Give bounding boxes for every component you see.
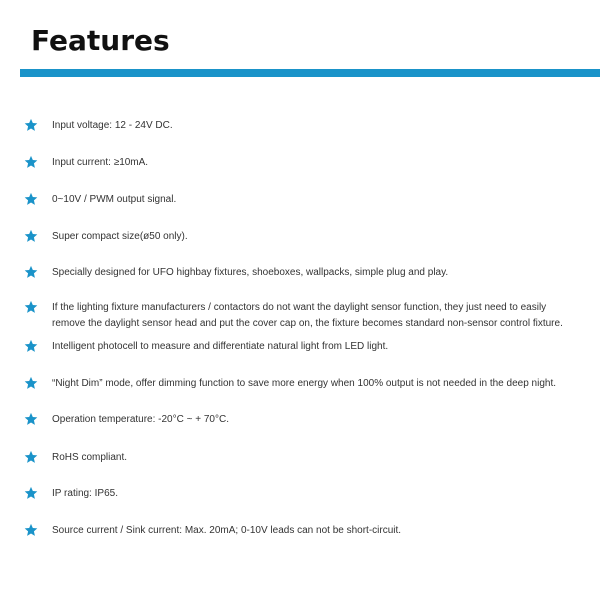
list-item: [24, 339, 594, 355]
star-icon: [24, 118, 38, 132]
star-icon: [24, 192, 38, 206]
list-item: [24, 450, 594, 466]
star-icon: [24, 450, 38, 464]
star-icon: [24, 412, 38, 426]
list-item: [24, 412, 594, 428]
feature-text: RoHS compliant.: [52, 452, 128, 463]
feature-text: Intelligent photocell to measure and differentiate natural light from LED light.: [52, 341, 389, 352]
feature-text: “Night Dim” mode, offer dimming function to save more energy when 100% output is not needed in the deep night.: [52, 378, 556, 389]
feature-text: Super compact size(ø50 only).: [52, 231, 188, 242]
list-item: [24, 376, 594, 392]
feature-text: Source current / Sink current: Max. 20mA; 0-10V leads can not be short-circuit.: [52, 525, 402, 536]
feature-text: If the lighting fixture manufacturers / contactors do not want the daylight sensor function, they just need to easily remove the daylight sensor head and put the cover cap on, the fixture becomes standard non-sensor control fixture.: [52, 302, 563, 329]
feature-text: Specially designed for UFO highbay fixtures, shoeboxes, wallpacks, simple plug and play.: [52, 267, 449, 278]
star-icon: [24, 155, 38, 169]
list-item: [24, 192, 594, 208]
list-item: [24, 523, 594, 539]
feature-text: Input voltage: 12 - 24V DC.: [52, 120, 173, 131]
list-item: [24, 155, 594, 171]
page-title: Features: [31, 24, 170, 57]
list-item: [24, 300, 594, 332]
star-icon: [24, 486, 38, 500]
star-icon: [24, 229, 38, 243]
list-item: [24, 265, 594, 281]
list-item: [24, 486, 594, 502]
feature-text: Operation temperature: -20°C ~ + 70°C.: [52, 414, 229, 425]
star-icon: [24, 339, 38, 353]
feature-text: Input current: ≥10mA.: [52, 157, 149, 168]
star-icon: [24, 265, 38, 279]
title-underline: [20, 69, 600, 77]
list-item: [24, 118, 594, 134]
feature-text: IP rating: IP65.: [52, 488, 118, 499]
star-icon: [24, 300, 38, 314]
list-item: [24, 229, 594, 245]
star-icon: [24, 523, 38, 537]
star-icon: [24, 376, 38, 390]
feature-text: 0~10V / PWM output signal.: [52, 194, 177, 205]
